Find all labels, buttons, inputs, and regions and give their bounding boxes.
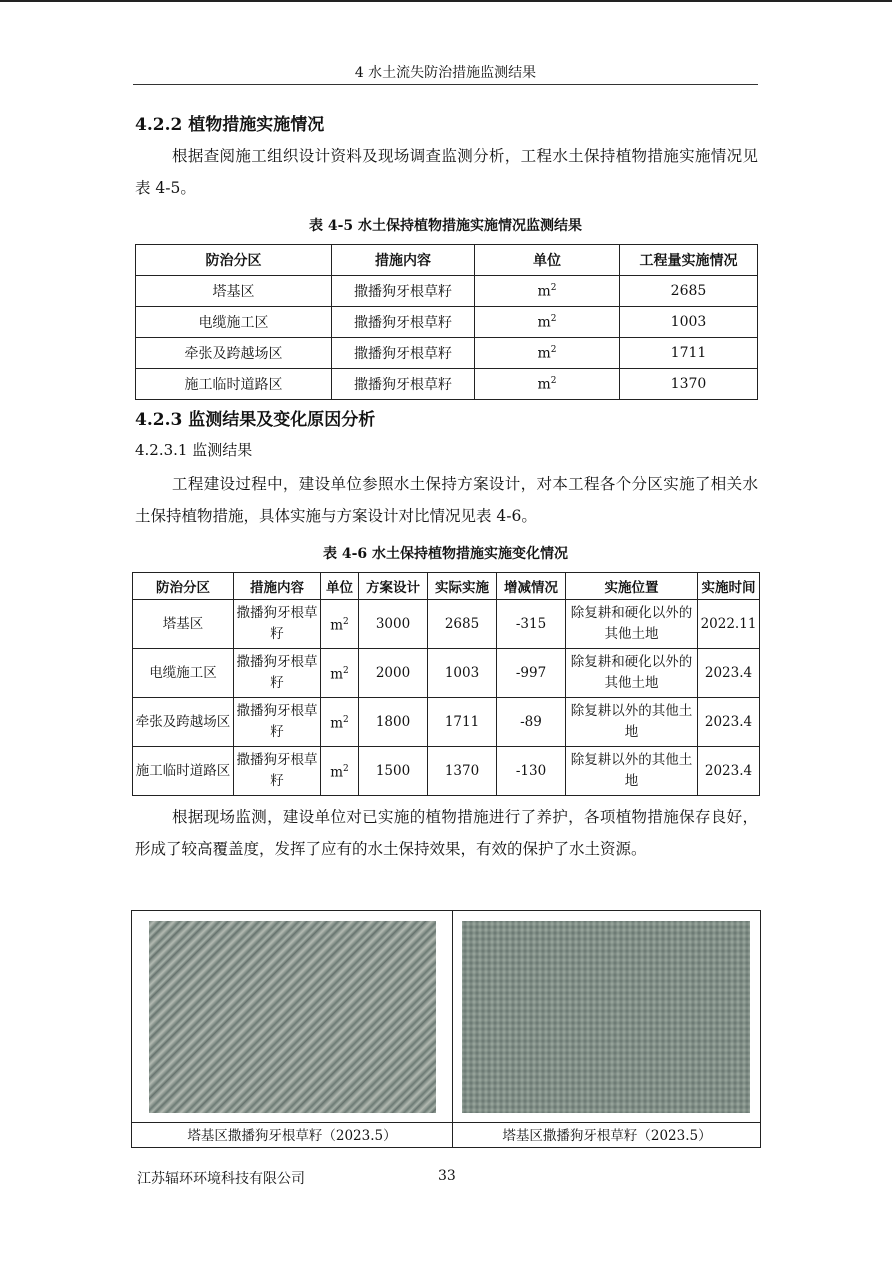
actual-cell: 1711 (428, 698, 497, 747)
table-row (136, 276, 758, 307)
measure-cell: 撒播狗牙根草籽 (234, 600, 321, 649)
measure-cell: 撒播狗牙根草籽 (332, 276, 475, 307)
column-header: 实施位置 (566, 573, 698, 600)
zone-cell: 施工临时道路区 (136, 369, 332, 400)
zone-cell: 塔基区 (133, 600, 234, 649)
unit-base: m (537, 345, 551, 362)
paragraph-intro: 根据查阅施工组织设计资料及现场调查监测分析，工程水土保持植物措施实施情况见表 4-5。 (135, 147, 758, 197)
measure-cell: 撒播狗牙根草籽 (332, 307, 475, 338)
section-heading-4-2-3: 4.2.3 监测结果及变化原因分析 (135, 410, 376, 430)
table-row (133, 649, 760, 698)
unit-base: m (330, 617, 344, 634)
header-rule (133, 84, 758, 85)
time-cell: 2023.4 (698, 698, 760, 747)
unit-exponent: 2 (343, 665, 349, 676)
table-row (136, 369, 758, 400)
unit-exponent: 2 (343, 714, 349, 725)
column-header: 单位 (321, 573, 359, 600)
table-header-row (133, 573, 760, 600)
unit-cell (475, 276, 620, 307)
location-cell: 除复耕以外的其他土地 (566, 747, 698, 796)
unit-base: m (537, 283, 551, 300)
design-cell: 3000 (359, 600, 428, 649)
column-header: 单位 (475, 245, 620, 276)
table-header-row (136, 245, 758, 276)
time-cell: 2023.4 (698, 747, 760, 796)
diff-cell: -130 (497, 747, 566, 796)
page-top-border (0, 0, 892, 2)
quantity-cell: 2685 (620, 276, 758, 307)
design-cell: 1800 (359, 698, 428, 747)
zone-cell: 牵张及跨越场区 (136, 338, 332, 369)
table-row (133, 600, 760, 649)
caption-divider (132, 1122, 760, 1123)
column-header: 增减情况 (497, 573, 566, 600)
unit-exponent: 2 (343, 616, 349, 627)
table-4-5-caption: 表 4-5 水土保持植物措施实施情况监测结果 (308, 218, 583, 234)
site-photo-left (149, 921, 436, 1113)
column-header: 措施内容 (332, 245, 475, 276)
location-cell: 除复耕和硬化以外的其他土地 (566, 649, 698, 698)
unit-cell (321, 698, 359, 747)
column-header: 工程量实施情况 (620, 245, 758, 276)
diff-cell: -997 (497, 649, 566, 698)
column-header: 实际实施 (428, 573, 497, 600)
time-cell: 2023.4 (698, 649, 760, 698)
table-4-6-caption: 表 4-6 水土保持植物措施实施变化情况 (322, 546, 569, 562)
table-row (133, 698, 760, 747)
photo-caption-right: 塔基区撒播狗牙根草籽（2023.5） (502, 1128, 712, 1144)
running-header: 4 水土流失防治措施监测结果 (354, 65, 537, 81)
unit-exponent: 2 (550, 282, 557, 293)
unit-cell (321, 747, 359, 796)
unit-exponent: 2 (550, 344, 557, 355)
unit-base: m (330, 666, 344, 683)
unit-base: m (330, 715, 344, 732)
actual-cell: 2685 (428, 600, 497, 649)
table-4-6 (132, 572, 760, 796)
zone-cell: 电缆施工区 (133, 649, 234, 698)
table-row (136, 307, 758, 338)
quantity-cell: 1003 (620, 307, 758, 338)
design-cell: 2000 (359, 649, 428, 698)
table-row (133, 747, 760, 796)
paragraph-comparison: 工程建设过程中，建设单位参照水土保持方案设计，对本工程各个分区实施了相关水土保持植物措施，具体实施与方案设计对比情况见表 4-6。 (135, 475, 758, 525)
column-header: 实施时间 (698, 573, 760, 600)
measure-cell: 撒播狗牙根草籽 (234, 747, 321, 796)
page-number: 33 (438, 1168, 456, 1184)
column-header: 措施内容 (234, 573, 321, 600)
photo-figure (131, 910, 761, 1148)
unit-cell (321, 649, 359, 698)
time-cell: 2022.11 (698, 600, 760, 649)
unit-cell (475, 369, 620, 400)
zone-cell: 牵张及跨越场区 (133, 698, 234, 747)
zone-cell: 塔基区 (136, 276, 332, 307)
unit-base: m (537, 376, 551, 393)
unit-cell (475, 307, 620, 338)
section-heading-4-2-2: 4.2.2 植物措施实施情况 (135, 115, 325, 135)
column-header: 防治分区 (136, 245, 332, 276)
location-cell: 除复耕以外的其他土地 (566, 698, 698, 747)
actual-cell: 1370 (428, 747, 497, 796)
location-cell: 除复耕和硬化以外的其他土地 (566, 600, 698, 649)
column-header: 防治分区 (133, 573, 234, 600)
unit-cell (321, 600, 359, 649)
zone-cell: 施工临时道路区 (133, 747, 234, 796)
design-cell: 1500 (359, 747, 428, 796)
column-header: 方案设计 (359, 573, 428, 600)
footer-company: 江苏辐环环境科技有限公司 (137, 1171, 305, 1187)
measure-cell: 撒播狗牙根草籽 (332, 338, 475, 369)
diff-cell: -315 (497, 600, 566, 649)
table-row (136, 338, 758, 369)
unit-exponent: 2 (550, 313, 557, 324)
photo-caption-left: 塔基区撒播狗牙根草籽（2023.5） (187, 1128, 397, 1144)
actual-cell: 1003 (428, 649, 497, 698)
unit-cell (475, 338, 620, 369)
unit-base: m (330, 764, 344, 781)
table-4-5 (135, 244, 758, 400)
paragraph-closing: 根据现场监测，建设单位对已实施的植物措施进行了养护，各项植物措施保存良好，形成了较高覆盖度，发挥了应有的水土保持效果，有效的保护了水土资源。 (135, 808, 758, 858)
zone-cell: 电缆施工区 (136, 307, 332, 338)
unit-exponent: 2 (550, 375, 557, 386)
subsection-heading-4-2-3-1: 4.2.3.1 监测结果 (135, 441, 253, 459)
quantity-cell: 1370 (620, 369, 758, 400)
photo-divider (452, 911, 453, 1147)
measure-cell: 撒播狗牙根草籽 (234, 649, 321, 698)
measure-cell: 撒播狗牙根草籽 (234, 698, 321, 747)
quantity-cell: 1711 (620, 338, 758, 369)
diff-cell: -89 (497, 698, 566, 747)
unit-exponent: 2 (343, 763, 349, 774)
measure-cell: 撒播狗牙根草籽 (332, 369, 475, 400)
site-photo-right (462, 921, 750, 1113)
unit-base: m (537, 314, 551, 331)
